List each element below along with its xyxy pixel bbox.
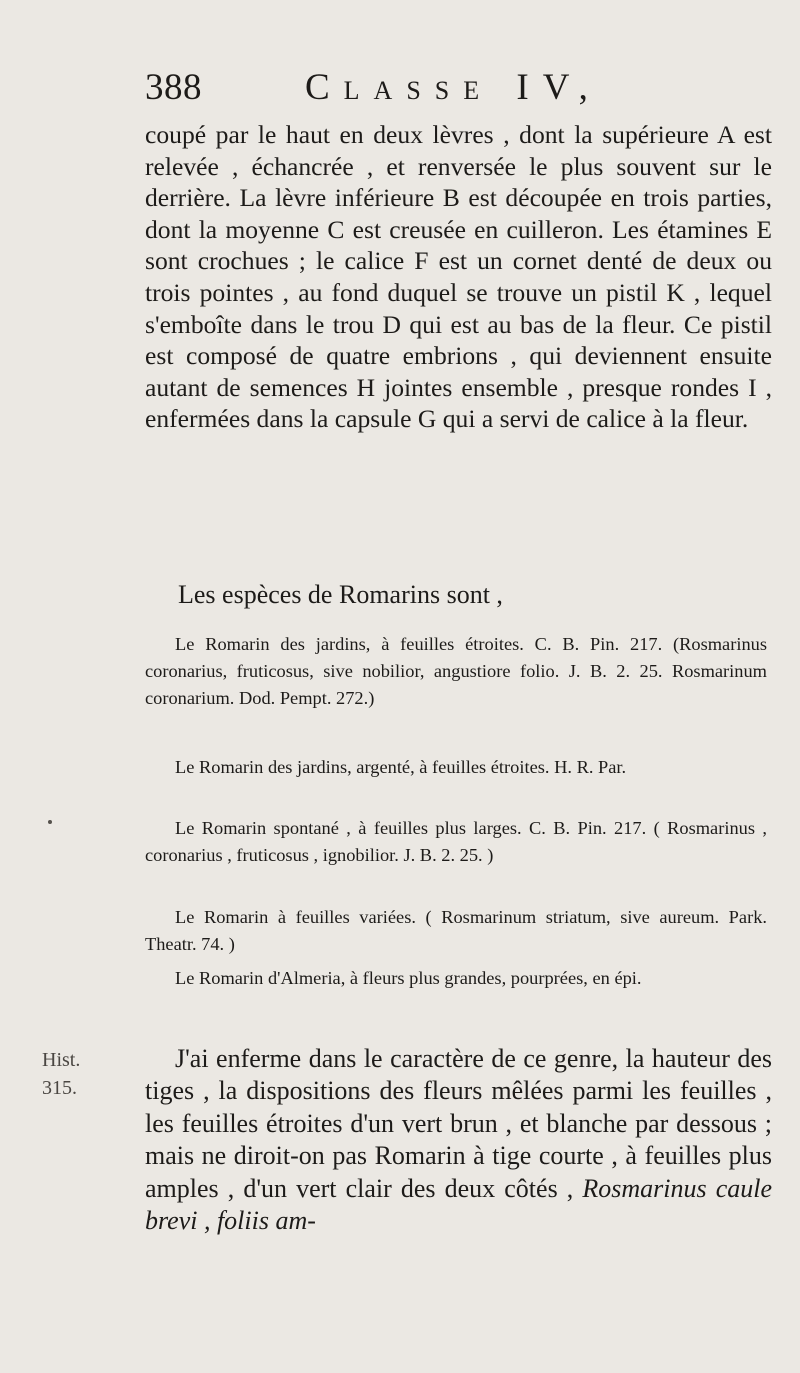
species-text: Le Romarin spontané , à feuilles plus larges. C. B. Pin. 217. ( Rosmarinus , coronarius , fruticosus , ignobilior. J. B. 2. 25. ) — [145, 818, 767, 865]
paragraph-text: coupé par le haut en deux lèvres , dont la supérieure A est relevée , échancrée , et renversée le plus souvent sur le derrière. La lèvre inférieure B est découpée en trois parties, dont la moyenne C est creusée en cuilleron. Les étamines E sont crochues ; le calice F est un cornet denté de deux ou trois pointes , au fond duquel se trouve un pistil K , lequel s'emboîte dans le trou D qui est au bas de la fleur. Ce pistil est composé de quatre embrions , qui deviennent ensuite autant de semences H jointes ensemble , presque rondes I , enfermées dans la capsule G qui a servi de calice à la fleur. — [145, 120, 772, 434]
species-entry — [145, 815, 767, 869]
species-entry — [145, 965, 767, 992]
species-text: Le Romarin à feuilles variées. ( Rosmarinum striatum, sive aureum. Park. Theatr. 74. ) — [145, 907, 767, 954]
page-number: 388 — [145, 67, 202, 108]
species-entry — [145, 754, 767, 781]
species-entry — [145, 904, 767, 958]
paragraph-text: J'ai enferme dans le caractère de ce genre, la hauteur des tiges , la dispositions des fleurs mêlées parmi les feuilles , les feuilles étroites d'un vert brun , et blanche par dessous ; mais ne diroit-on pas Romarin à tige courte , à feuilles plus amples , d'un vert clair des deux côtés , — [145, 1044, 772, 1203]
paragraph-body — [145, 1043, 772, 1237]
species-text: Le Romarin d'Almeria, à fleurs plus grandes, pourprées, en épi. — [175, 968, 642, 988]
latin-name: Rosmarinus caule brevi , foliis am- — [145, 1173, 773, 1236]
species-text: Le Romarin des jardins, à feuilles étroites. C. B. Pin. 217. (Rosmarinus coronarius, fruticosus, sive nobilior, angustiore folio. J. B. 2. 25. Rosmarinum coronarium. Dod. Pempt. 272.) — [145, 634, 767, 708]
running-head: Classe IV, — [305, 67, 602, 108]
species-text: Le Romarin des jardins, argenté, à feuilles étroites. H. R. Par. — [175, 757, 627, 777]
paragraph-description — [145, 119, 772, 435]
ink-speck — [48, 820, 52, 824]
page-header — [145, 66, 785, 116]
species-entry — [145, 631, 767, 711]
margin-note-line: 315. — [42, 1077, 77, 1099]
section-title: Les espèces de Romarins sont , — [178, 580, 503, 609]
margin-note — [42, 1046, 122, 1102]
margin-note-line: Hist. — [42, 1049, 81, 1071]
paragraph-commentary — [145, 1043, 772, 1237]
